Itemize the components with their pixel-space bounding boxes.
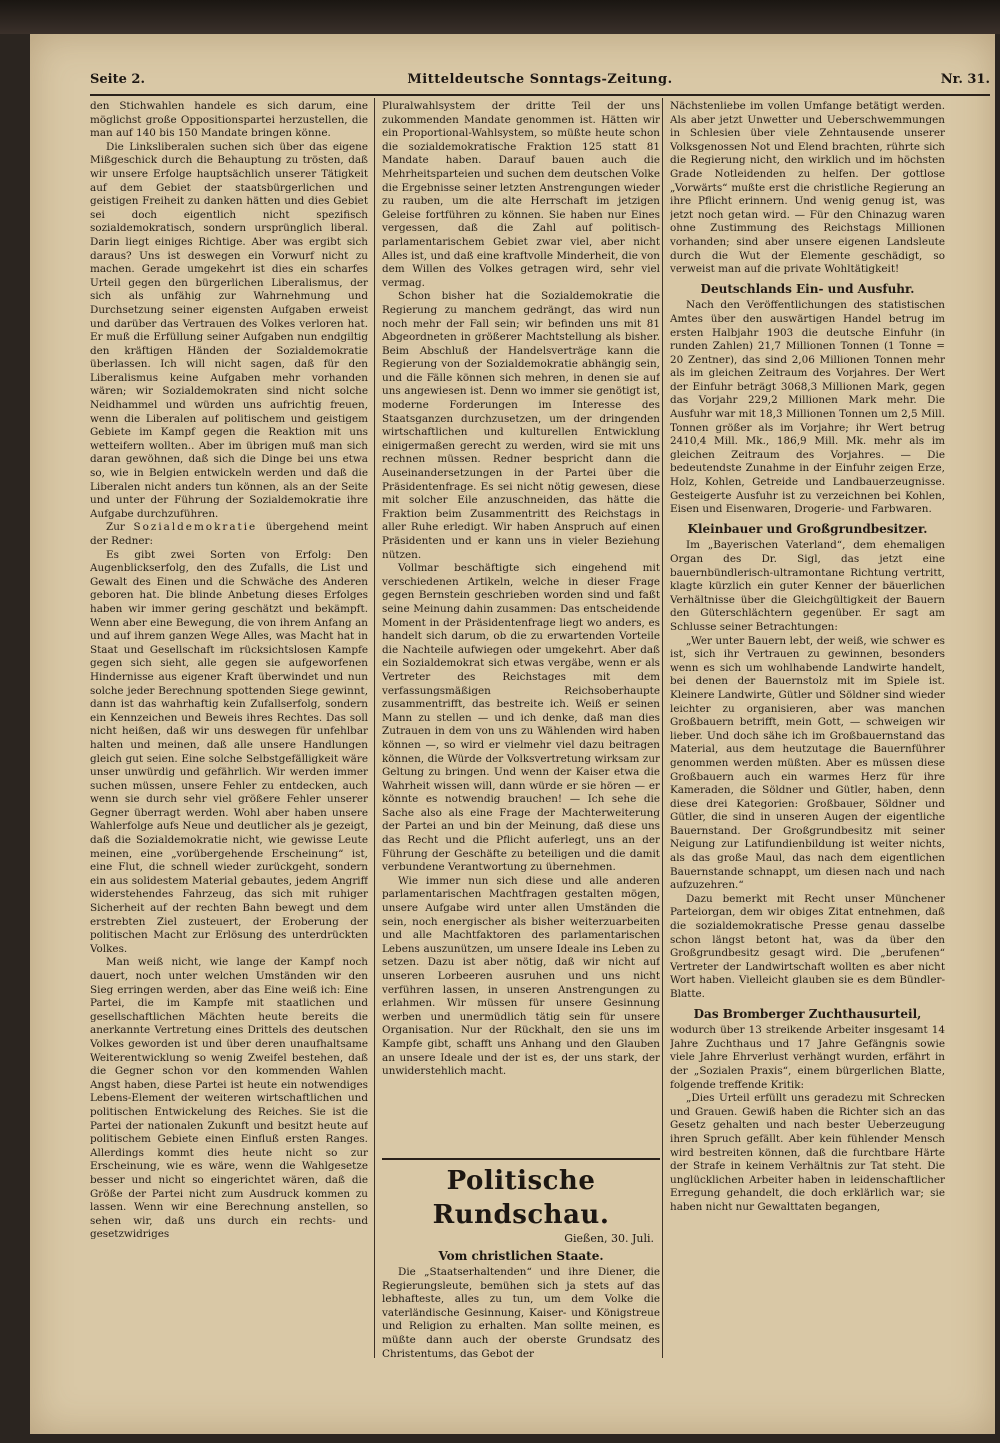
text-run: übergehend meint der Redner: [90,521,368,547]
paragraph: den Stichwahlen handele es sich darum, eine möglichst große Oppositionspartei herzustellen, die man auf 140 bis 150 Mandate bringen könne. [90,100,368,140]
column-divider [662,98,663,1358]
paragraph [90,521,368,548]
article-heading: Das Bromberger Zuchthausurteil, [693,1006,922,1021]
paragraph: Die „Staatserhaltenden“ und ihre Diener, die Regierungsleute, bemühen sich ja stets auf das lebhafteste, alles zu tun, um dem Volke die vaterländische Gesinnung, Kaiser- und Königstreue und Religion zu erhalten. Man sollte meinen, es müßte dann auch der oberste Grundsatz des Christentums, das Gebot der [382,1266,660,1360]
newspaper-title: Mitteldeutsche Sonntags-Zeitung. [407,72,673,87]
paragraph: Wie immer nun sich diese und alle anderen parlamentarischen Machtfragen gestalten mögen, unsere Aufgabe wird unter allen Umständen die sein, noch energischer als bisher weiterzuarbeiten und alle Machtfaktoren des parlamentarischen Lebens auszunützen, um unsere Ideale ins Leben zu setzen. Dazu ist aber nötig, daß wir nicht auf unseren Lorbeeren ausruhen und uns nicht verführen lassen, in unseren Anstrengungen zu erlahmen. Wir müssen für unsere Gesinnung werben und unermüdlich tätig sein für unsere Organisation. Nur der Rückhalt, den sie uns im Kampfe gibt, schafft uns Anhang und den Glauben an unsere Ideale und der ist es, der uns stark, der unwiderstehlich macht. [382,874,660,1078]
paragraph: Nach den Veröffentlichungen des statistischen Amtes über den auswärtigen Handel betrug im ersten Halbjahr 1903 die deutsche Einfuhr (in runden Zahlen) 21,7 Millionen Tonnen (1 Tonne = 20 Zentner), das sind 2,06 Millionen Tonnen mehr als im gleichen Zeitraum des Vorjahres. Der Wert der Einfuhr beträgt 3068,3 Millionen Mark, gegen das Vorjahr 229,2 Millionen Mark mehr. Die Ausfuhr war mit 18,3 Millionen Tonnen um 2,5 Mill. Tonnen größer als im Vorjahre; ihr Wert betrug 2410,4 Mill. Mk., 186,9 Mill. Mk. mehr als im gleichen Zeitraum des Vorjahres. — Die bedeutendste Zunahme in der Einfuhr zeigen Erze, Holz, Kohlen, Getreide und Landbauerzeugnisse. Gesteigerte Ausfuhr ist zu verzeichnen bei Kohlen, Eisen und Eisenwaren, Drogerie- und Farbwaren. [670,299,945,516]
section-rule [382,1158,660,1160]
header-rule [90,94,990,96]
paragraph: Es gibt zwei Sorten von Erfolg: Den Augenblickserfolg, den des Zufalls, die List und Gewalt des Einen und die Schwäche des Anderen geboren hat. Die blinde Anbetung dieses Erfolges haben wir immer gering geschätzt und bekämpft. Wenn aber eine Bewegung, die von ihrem Anfang an und auf ihrem ganzen Wege Alles, was Macht hat in Staat und Gesellschaft im rücksichtslosen Kampfe gegen sich sieht, alle gegen sie aufgeworfenen Hindernisse aus eigener Kraft überwindet und nun solche jeder Berechnung spottenden Siege gewinnt, dann ist das wahrhaftig kein Zufallserfolg, sondern ein Kennzeichen und Beweis ihres Rechtes. Das soll nicht heißen, daß wir uns deswegen für unfehlbar halten und meinen, daß alle unsere Handlungen gleich gut seien. Eine solche Selbstgefälligkeit wäre unser unwürdig und gefährlich. Wir werden immer suchen müssen, unsere Fehler zu entdecken, auch wenn sie durch sehr viel größere Fehler unserer Gegner überragt werden. Wohl aber haben unsere Wahlerfolge aufs Neue und deutlicher als je gezeigt, daß die Sozialdemokratie nicht, wie gewisse Leute meinen, eine „vorübergehende Erscheinung“ ist, eine Flut, die schnell wieder zurückgeht, sondern ein aus solidestem Material gebautes, jedem Angriff widerstehendes Fahrzeug, das sich mit ruhiger Sicherheit auf der rechten Bahn bewegt und dem erstrebten Ziel zusteuert, der Eroberung der politischen Macht zur Erlösung des unterdrückten Volkes. [90,548,368,955]
scan-top-edge [0,0,1000,34]
paragraph: Die Linksliberalen suchen sich über das eigene Mißgeschick durch die Behauptung zu trösten, daß wir unsere Erfolge hauptsächlich unserer Tätigkeit auf dem Gebiet der staatsbürgerlichen und geistigen Freiheit zu danken hätten und dies Gebiet sei doch eigentlich nicht spezifisch sozialdemokratisch, sondern ursprünglich liberal. Darin liegt einiges Richtige. Aber was ergibt sich daraus? Uns ist deswegen ein Vorwurf nicht zu machen. Gerade umgekehrt ist dies ein scharfes Urteil gegen den bürgerlichen Liberalismus, der sich als unfähig zur Wahrnehmung und Durchsetzung seiner eigensten Aufgaben erweist und darüber das Vertrauen des Volkes verloren hat. Er muß die Erfüllung seiner Aufgaben nun endgiltig den kräftigen Händen der Sozialdemokratie überlassen. Ich will nicht sagen, daß für den Liberalismus keine Aufgaben mehr vorhanden wären; wir Sozialdemokraten sind nicht solche Neidhammel und würden uns aufrichtig freuen, wenn die Liberalen auf politischem und geistigem Gebiete im Kampf gegen die Reaktion mit uns wetteifern wollten.. Aber im übrigen muß man sich daran gewöhnen, daß sich die Dinge bei uns etwa so, wie in Belgien entwickeln werden und daß die Liberalen nicht anders tun können, als an der Seite und unter der Führung der Sozialdemokratie ihre Aufgabe durchzuführen. [90,140,368,520]
paragraph: „Wer unter Bauern lebt, der weiß, wie schwer es ist, sich ihr Vertrauen zu gewinnen, besonders wenn es sich um wohlhabende Landwirte handelt, bei denen der Bauernstolz mit im Spiele ist. Kleinere Landwirte, Gütler und Söldner sind wieder leichter zu organisieren, aber was manchen Großbauern betrifft, mein Gott, — schweigen wir lieber. Und doch sähe ich im Großbauernstand das Material, aus dem heutzutage die Bauernführer genommen werden müßten. Aber es müssen diese Großbauern auch ein warmes Herz für ihre Kameraden, die Söldner und Gütler, haben, denn diese drei Kategorien: Großbauer, Söldner und Gütler, die sind in unseren Augen der eigentliche Bauernstand. Der Großgrundbesitz mit seiner Neigung zur Latifundienbildung ist weiter nichts, als das große Maul, das nach dem eigentlichen Bauernstande schnappt, um diesen nach und nach aufzuzehren.“ [670,634,945,892]
article-heading: Deutschlands Ein- und Ausfuhr. [700,281,915,296]
article-heading: Kleinbauer und Großgrundbesitzer. [687,521,928,536]
dateline: Gießen, 30. Juli. [564,1232,654,1245]
spaced-emphasis: Sozialdemokratie [133,521,258,534]
paragraph: Man weiß nicht, wie lange der Kampf noch dauert, noch unter welchen Umständen wir den Sieg erringen werden, aber das Eine weiß ich: Eine Partei, die im Kampfe mit staatlichen und gesellschaftlichen Mächten heute bereits die anerkannte Vertretung eines Drittels des deutschen Volkes geworden ist und über deren unaufhaltsame Weiterentwicklung so wenig Zweifel bestehen, daß die Gegner schon vor den kommenden Wahlen Angst haben, diese Partei ist heute ein notwendiges Lebens-Element der weiteren wirtschaftlichen und politischen Entwickelung des Reiches. Sie ist die Partei der nationalen Zukunft und besitzt heute auf politischem Gebiete einen Einfluß ersten Ranges. Allerdings kommt dies heute nicht so zur Erscheinung, wie es wäre, wenn die Wahlgesetze besser und nicht so eingerichtet wären, daß die Größe der Partei nicht zum Ausdruck kommen zu lassen. Wenn wir eine Berechnung anstellen, so sehen wir, daß uns durch ein rechts- und gesetzwidriges [90,956,368,1241]
paragraph: Dazu bemerkt mit Recht unser Münchener Parteiorgan, dem wir obiges Zitat entnehmen, daß die sozialdemokratische Presse genau dasselbe schon längst betont hat, was da über den Großgrundbesitz gesagt wird. Die „berufenen“ Vertreter der Landwirtschaft wollten es aber nicht Wort haben. Vielleicht glauben sie es dem Bündler-Blatte. [670,892,945,1000]
section-title: Politische Rundschau. [432,1166,610,1230]
text-run: Zur [106,521,125,534]
paragraph: Schon bisher hat die Sozialdemokratie die Regierung zu manchem gedrängt, das wird nun noch mehr der Fall sein; wir befinden uns mit 81 Abgeordneten in größerer Machtstellung als bisher. Beim Abschluß der Handelsverträge kann die Regierung von der Sozialdemokratie abhängig sein, und die Fälle können sich mehren, in denen sie auf uns angewiesen ist. Denn wo immer sie genötigt ist, moderne Forderungen im Interesse des Staatsganzen durchzusetzen, um der dringenden wirtschaftlichen und kulturellen Entwicklung einigermaßen gerecht zu werden, wird sie mit uns rechnen müssen. Redner bespricht dann die Auseinandersetzungen in der Partei über die Präsidentenfrage. Es sei nicht nötig gewesen, diese mit solcher Eile anzuschneiden, das hätte die Fraktion beim Zusammentritt des Reichstags in aller Ruhe erledigt. Wir haben Anspruch auf einen Präsidenten und er kann uns in vieler Beziehung nützen. [382,290,660,561]
section-politische-rundschau [382,1158,660,1361]
subheading: Vom christlichen Staate. [438,1249,604,1263]
paragraph: „Dies Urteil erfüllt uns geradezu mit Schrecken und Grauen. Gewiß haben die Richter sich an das Gesetz gehalten und nach bester Ueberzeugung ihren Spruch gefällt. Aber kein fühlender Mensch wird bestreiten können, daß die furchtbare Härte der Strafe in keinem Verhältnis zur Tat steht. Die unglücklichen Arbeiter haben in leidenschaftlicher Erregung gehandelt, die doch erklärlich war; sie haben nicht nur Gewalttaten begangen, [670,1092,945,1213]
paragraph: wodurch über 13 streikende Arbeiter insgesamt 14 Jahre Zuchthaus und 17 Jahre Gefängnis sowie viele Jahre Ehrverlust verhängt wurden, erfährt in der „Sozialen Praxis“, einem bürgerlichen Blatte, folgende treffende Kritik: [670,1024,945,1091]
paragraph: Pluralwahlsystem der dritte Teil der uns zukommenden Mandate genommen ist. Hätten wir ein Proportional-Wahlsystem, so müßte heute schon die sozialdemokratische Fraktion 125 statt 81 Mandate haben. Darauf bauen auch die Mehrheitsparteien und suchen dem deutschen Volke die Ergebnisse seiner letzten Anstrengungen wieder zu rauben, um die alte Herrschaft im jetzigen Geleise fortführen zu können. Sie haben nur Eines vergessen, daß die Zahl auf politisch-parlamentarischem Gebiet zwar viel, aber nicht Alles ist, und daß eine kraftvolle Minderheit, die von dem Willen des Volkes getragen wird, sehr viel vermag. [382,100,660,289]
page-number: Seite 2. [90,72,145,87]
column-3 [670,100,945,1350]
paragraph: Im „Bayerischen Vaterland“, dem ehemaligen Organ des Dr. Sigl, das jetzt eine bauernbündlerisch-ultramontane Richtung vertritt, klagte kürzlich ein guter Kenner der bäuerlichen Verhältnisse über die Gleichgültigkeit der Bauern den Güterschlächtern gegenüber. Er sagt am Schlusse seiner Betrachtungen: [670,539,945,633]
paragraph: Nächstenliebe im vollen Umfange betätigt werden. Als aber jetzt Unwetter und Ueberschwemmungen in Schlesien über viele Zehntausende unserer Volksgenossen Not und Elend brachten, rührte sich die Regierung nicht, den wirklich und im höchsten Grade Notleidenden zu helfen. Der gottlose „Vorwärts“ mußte erst die christliche Regierung an ihre Pflicht erinnern. Und wenig genug ist, was jetzt noch getan wird. — Für den Chinazug waren ohne Zustimmung des Reichstags Millionen vorhanden; sind aber unsere eigenen Landsleute durch die Wut der Elemente geschädigt, so verweist man auf die private Wohltätigkeit! [670,100,945,276]
page-header [90,72,990,94]
column-2 [382,100,660,1160]
paragraph: Vollmar beschäftigte sich eingehend mit verschiedenen Artikeln, welche in dieser Frage gegen Bernstein geschrieben worden sind und faßt seine Meinung dahin zusammen: Das entscheidende Moment in der Präsidentenfrage liegt wo anders, es handelt sich darum, ob die zu erwartenden Vorteile die Nachteile aufwiegen oder umgekehrt. Aber daß ein Sozialdemokrat sich etwas vergäbe, wenn er als Vertreter des Reichstages mit dem verfassungsmäßigen Reichsoberhaupte zusammentrifft, das bestreite ich. Weiß er seinen Mann zu stellen — und ich denke, daß man dies Zutrauen in dem von uns zu Wählenden wird haben können —, so wird er vielmehr viel dazu beitragen können, die Würde der Volksvertretung wirksam zur Geltung zu bringen. Und wenn der Kaiser etwa die Wahrheit wissen will, dann würde er sie hören — er könnte es notwendig brauchen! — Ich sehe die Sache also als eine Frage der Machterweiterung der Partei an und bin der Meinung, daß diese uns das Recht und die Pflicht auferlegt, uns an der Führung der Geschäfte zu beteiligen und die damit verbundene Verantwortung zu übernehmen. [382,562,660,874]
issue-number: Nr. 31. [940,72,990,87]
column-divider [374,98,375,1358]
column-1 [90,100,368,1352]
